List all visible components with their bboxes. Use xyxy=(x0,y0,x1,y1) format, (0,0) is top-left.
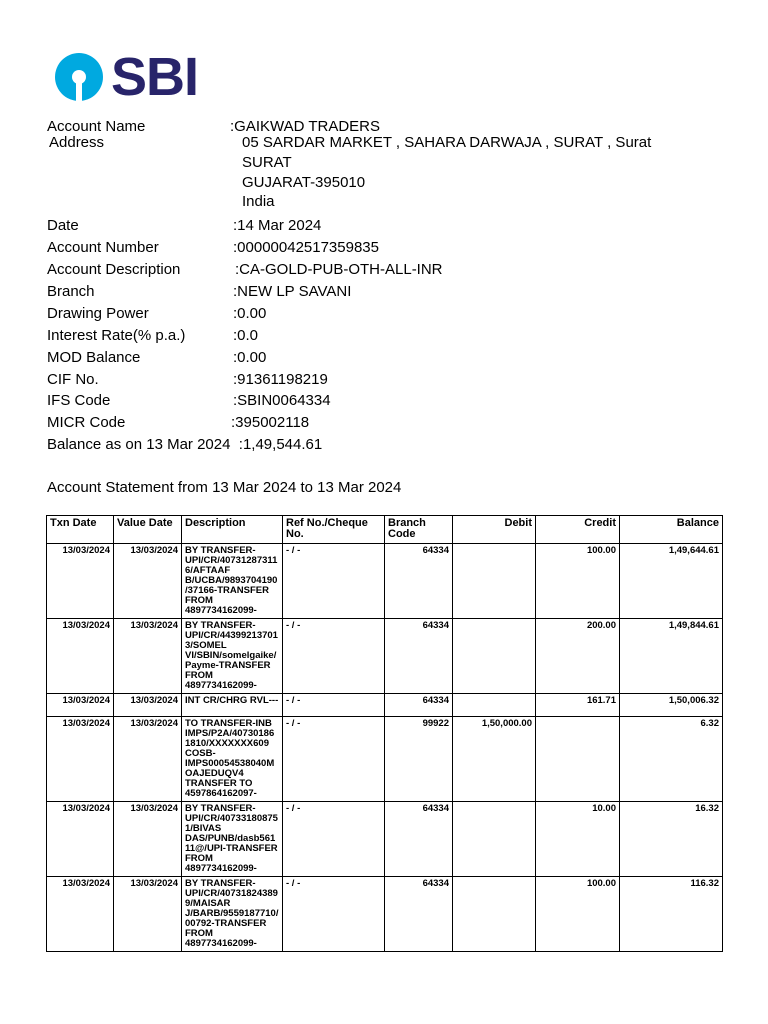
description: TO TRANSFER-INB IMPS/P2A/407301861810/XXXXXXX609 COSB-IMPS00054538040MOAJEDUQV4 TRANSFER TO 4597864162097- xyxy=(182,717,283,802)
col-description: Description xyxy=(182,516,283,544)
balance: 1,49,644.61 xyxy=(620,544,723,619)
value-date: 13/03/2024 xyxy=(114,619,182,694)
balance: 16.32 xyxy=(620,802,723,877)
balance: 6.32 xyxy=(620,717,723,802)
debit xyxy=(453,694,536,717)
table-row xyxy=(47,619,723,694)
drawing-power-value: :0.00 xyxy=(233,305,267,322)
txn-date: 13/03/2024 xyxy=(47,877,114,952)
cif-no-label: CIF No. xyxy=(47,371,99,388)
col-credit: Credit xyxy=(536,516,620,544)
ref-no: - / - xyxy=(283,544,385,619)
account-name-label: Account Name xyxy=(47,118,146,135)
interest-rate-label: Interest Rate(% p.a.) xyxy=(47,327,186,344)
credit: 100.00 xyxy=(536,544,620,619)
col-ref-no: Ref No./Cheque No. xyxy=(283,516,385,544)
description: BY TRANSFER-UPI/CR/407331808751/BIVAS DAS/PUNB/dasb56111@/UPI-TRANSFER FROM 4897734162099- xyxy=(182,802,283,877)
value-date: 13/03/2024 xyxy=(114,717,182,802)
address-line-4: India xyxy=(242,193,275,210)
ref-no: - / - xyxy=(283,694,385,717)
table-row xyxy=(47,802,723,877)
sbi-logo xyxy=(55,47,199,107)
account-number-value: :00000042517359835 xyxy=(233,239,379,256)
address-label: Address xyxy=(49,134,105,151)
col-branch-code: Branch Code xyxy=(385,516,453,544)
account-name-value: :GAIKWAD TRADERS xyxy=(230,118,381,135)
col-balance: Balance xyxy=(620,516,723,544)
description: BY TRANSFER-UPI/CR/443992137013/SOMEL VI/SBIN/somelgaike/Payme-TRANSFER FROM 4897734162099- xyxy=(182,619,283,694)
statement-title: Account Statement from 13 Mar 2024 to 13 Mar 2024 xyxy=(47,479,402,496)
brand-name: SBI xyxy=(111,47,199,107)
debit xyxy=(453,877,536,952)
mod-balance-label: MOD Balance xyxy=(47,349,141,366)
branch-code: 64334 xyxy=(385,877,453,952)
cif-no-value: :91361198219 xyxy=(233,371,328,388)
debit xyxy=(453,619,536,694)
account-number-label: Account Number xyxy=(47,239,159,256)
txn-date: 13/03/2024 xyxy=(47,544,114,619)
description: BY TRANSFER-UPI/CR/407312873116/AFTAAF B/UCBA/9893704190/37166-TRANSFER FROM 4897734162099- xyxy=(182,544,283,619)
branch-code: 64334 xyxy=(385,544,453,619)
value-date: 13/03/2024 xyxy=(114,544,182,619)
ifs-code-label: IFS Code xyxy=(47,392,111,409)
ref-no: - / - xyxy=(283,877,385,952)
col-txn-date: Txn Date xyxy=(47,516,114,544)
date-label: Date xyxy=(47,217,79,234)
credit: 10.00 xyxy=(536,802,620,877)
ref-no: - / - xyxy=(283,802,385,877)
debit xyxy=(453,544,536,619)
table-row xyxy=(47,877,723,952)
balance: 116.32 xyxy=(620,877,723,952)
value-date: 13/03/2024 xyxy=(114,802,182,877)
credit: 200.00 xyxy=(536,619,620,694)
balance: 1,50,006.32 xyxy=(620,694,723,717)
table-header-row xyxy=(47,516,723,544)
col-value-date: Value Date xyxy=(114,516,182,544)
value-date: 13/03/2024 xyxy=(114,694,182,717)
txn-date: 13/03/2024 xyxy=(47,802,114,877)
ifs-code-value: :SBIN0064334 xyxy=(233,392,331,409)
description: BY TRANSFER-UPI/CR/407318243899/MAISAR J/BARB/9559187710/00792-TRANSFER FROM 4897734162099- xyxy=(182,877,283,952)
drawing-power-label: Drawing Power xyxy=(47,305,149,322)
micr-code-value: :395002118 xyxy=(231,414,310,431)
balance-as-on: Balance as on 13 Mar 2024 :1,49,544.61 xyxy=(47,436,323,453)
table-row xyxy=(47,717,723,802)
micr-code-label: MICR Code xyxy=(47,414,126,431)
credit: 100.00 xyxy=(536,877,620,952)
debit xyxy=(453,802,536,877)
debit: 1,50,000.00 xyxy=(453,717,536,802)
mod-balance-value: :0.00 xyxy=(233,349,267,366)
txn-date: 13/03/2024 xyxy=(47,619,114,694)
account-description-label: Account Description xyxy=(47,261,181,278)
transactions-table xyxy=(46,515,723,952)
branch-code: 64334 xyxy=(385,619,453,694)
interest-rate-value: :0.0 xyxy=(233,327,259,344)
branch-code: 64334 xyxy=(385,694,453,717)
txn-date: 13/03/2024 xyxy=(47,694,114,717)
value-date: 13/03/2024 xyxy=(114,877,182,952)
description: INT CR/CHRG RVL--- xyxy=(182,694,283,717)
branch-value: :NEW LP SAVANI xyxy=(233,283,352,300)
credit xyxy=(536,717,620,802)
table-row xyxy=(47,544,723,619)
table-row xyxy=(47,694,723,717)
date-value: :14 Mar 2024 xyxy=(233,217,322,234)
account-description-value: :CA-GOLD-PUB-OTH-ALL-INR xyxy=(235,261,443,278)
address-line-1: 05 SARDAR MARKET , SAHARA DARWAJA , SURAT , Surat xyxy=(242,134,652,151)
credit: 161.71 xyxy=(536,694,620,717)
address-line-3: GUJARAT-395010 xyxy=(242,174,366,191)
branch-label: Branch xyxy=(47,283,95,300)
ref-no: - / - xyxy=(283,717,385,802)
branch-code: 64334 xyxy=(385,802,453,877)
address-line-2: SURAT xyxy=(242,154,292,171)
ref-no: - / - xyxy=(283,619,385,694)
sbi-keyhole-icon xyxy=(55,53,103,101)
balance: 1,49,844.61 xyxy=(620,619,723,694)
txn-date: 13/03/2024 xyxy=(47,717,114,802)
branch-code: 99922 xyxy=(385,717,453,802)
col-debit: Debit xyxy=(453,516,536,544)
